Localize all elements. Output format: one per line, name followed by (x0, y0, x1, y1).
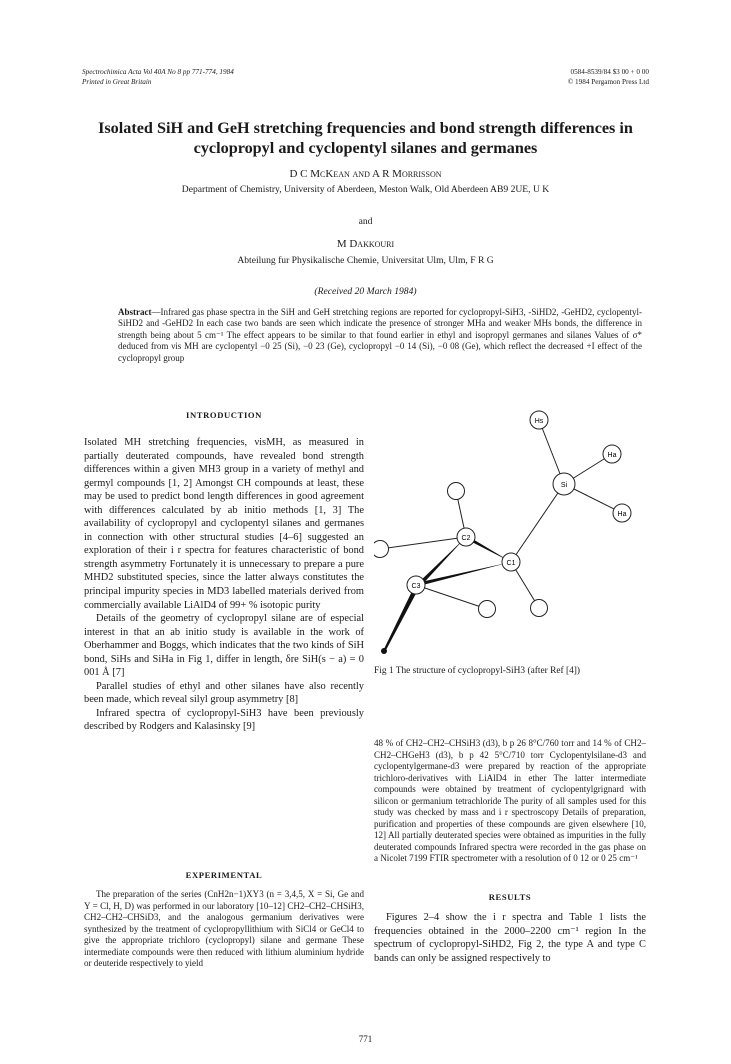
label-c2: C2 (461, 535, 471, 542)
authors-2: M Dakkouri (336, 238, 395, 250)
bond-c3-h-right (416, 585, 487, 609)
page-number: 771 (358, 1034, 373, 1044)
label-c1: C1 (506, 560, 516, 567)
and-separator: and (358, 216, 373, 227)
affiliation-1: Department of Chemistry, University of Aberdeen, Meston Walk, Old Aberdeen AB9 2UE, U K (181, 184, 550, 195)
atom-h-bottom-middle (479, 601, 496, 618)
received-date: (Received 20 March 1984) (314, 286, 417, 297)
section-introduction: INTRODUCTION (186, 410, 262, 420)
authors-1: D C McKean and A R Morrisson (289, 168, 442, 180)
abstract-label: Abstract (118, 307, 152, 317)
bond-c2-h-left (380, 537, 466, 549)
abstract (118, 307, 642, 364)
results-paragraph: Figures 2–4 show the i r spectra and Table 1 lists the frequencies obtained in the 2000–2200 cm⁻¹ region In the spectrum of cyclopropyl-SiHD2, Fig 2, the type A and type C bands can only be assigned respectively to (374, 912, 646, 964)
label-si: Si (560, 482, 568, 489)
atom-h-top (448, 483, 465, 500)
label-hs: Hs (534, 418, 544, 425)
intro-paragraph: Infrared spectra of cyclopropyl-SiH3 have been previously described by Rodgers and Kalasinsky [9] (84, 707, 364, 733)
abstract-text: —Infrared gas phase spectra in the SiH and GeH stretching regions are reported for cyclopropyl-SiH3, -SiHD2, -GeHD2, cyclopentyl-SiHD2 and -GeHD2 In each case two bands are seen which indicate the presence of stronger MHa and weaker MHs bonds, the difference in strength being about 5 cm⁻¹ The effect appears to be similar to that found earlier in ethyl and isopropyl germanes and silanes Values of σ* deduced from νis MH are cyclopentyl −0 25 (Si), −0 23 (Ge), cyclopropyl −0 14 (Si), −0 08 (Ge), which reflect the decreased +I effect of the cyclopropyl group (118, 307, 642, 363)
paper-title: Isolated SiH and GeH stretching frequencies and bond strength differences in cyclopropyl and cyclopentyl silanes and germanes (98, 119, 633, 157)
bond-c3-h-bottom (384, 585, 420, 650)
atom-h-left (374, 541, 389, 558)
section-results: RESULTS (488, 892, 532, 902)
intro-paragraph: Parallel studies of ethyl and other silanes have also recently been made, which reveal silyl group asymmetry [8] (84, 680, 364, 706)
intro-paragraph: Details of the geometry of cyclopropyl silane are of especial interest in that an ab initio study is available in the work of Oberhammer and Boggs, which indicates that the two kinds of SiH bond, SiHs and SiHa in Fig 1, differ in length, δre SiH(s − a) = 0 001 Å [7] (84, 613, 364, 679)
intro-paragraph: Isolated MH stretching frequencies, νisMH, as measured in partially deuterated compounds, have revealed bond strength differences within a given MH3 group in a variety of methyl and germyl compounds [1, 2] Amongst CH compounds at least, these may be used to predict bond length differences in good agreement with differences calculated by ab initio methods [1, 3] The availability of cyclopropyl and cyclopentyl silanes and germanes in connection with other structural studies [4–6] suggested an exploration of their i r spectra for features characteristic of bond strength asymmetry Fortunately it is unnecessary to prepare a pure MHD2 substituted species, since the latter always constitutes the principal impurity species in MD3 labelled materials derived from commercially available LiAlD4 of 99+ % isotopic purity (84, 437, 364, 611)
code-line-1: 0584-8539/84 $3 00 + 0 00 (570, 68, 649, 76)
journal-line-1: Spectrochimica Acta Vol 40A No 8 pp 771-774, 1984 (82, 68, 234, 76)
experimental-continued-text (374, 738, 646, 865)
authors-line-1 (60, 168, 671, 180)
experimental-paragraph: The preparation of the series (CnH2n−1)XY3 (n = 3,4,5, X = Si, Ge and Y = Cl, H, D) was performed in our laboratory [10–12] CH2–CH2–CHSiH3, CH2–CH2–CHSiD3, and the analogous germanium derivatives were synthesized by the treatment of cyclopropyllithium with SiCl4 or GeCl4 to give the appropriate trichloro (cyclopropyl) silane and germane These intermediate compounds were then reduced with lithium aluminium hydride or deuteride respectively to yield (84, 889, 364, 968)
journal-line-2: Printed in Great Britain (82, 78, 152, 86)
journal-header (82, 67, 234, 87)
section-experimental: EXPERIMENTAL (185, 870, 263, 880)
authors-line-2 (60, 238, 671, 250)
experimental-text (84, 889, 364, 970)
figure-caption: Fig 1 The structure of cyclopropyl-SiH3 (after Ref [4]) (374, 666, 581, 676)
atom-h-right (531, 600, 548, 617)
affiliation-2: Abteilung fur Physikalische Chemie, Universitat Ulm, Ulm, F R G (237, 255, 494, 266)
label-c3: C3 (411, 583, 421, 590)
introduction-text (84, 436, 364, 734)
code-header (568, 67, 649, 87)
results-text (374, 911, 646, 965)
code-line-2: © 1984 Pergamon Press Ltd (567, 78, 649, 86)
experimental-continued-paragraph: 48 % of CH2–CH2–CHSiH3 (d3), b p 26 8°C/760 torr and 14 % of CH2–CH2–CHGeH3 (d3), b p 42 5°C/710 torr Cyclopentylsilane-d3 and cyclopentylgermane-d3 were prepared by reaction of the appropriate trichloro-derivatives with LiAlD4 in ether The latter intermediate compounds were obtained by treatment of cyclopentylgrignard with silicon or germanium tetrachloride The purity of all samples used for this study was checked by mass and i r spectroscopy Details of preparation, purification and properties of these compounds are given elsewhere [10, 12] All partially deuterated species were obtained as impurities in the fully deuterated compounds Infrared spectra were recorded in the gas phase on a Nicolet 7199 FTIR spectrometer with a resolution of 0 12 or 0 25 cm⁻¹ (374, 738, 646, 864)
atom-h-bottom-left (381, 648, 387, 654)
label-ha-top: Ha (607, 452, 617, 459)
structure-figure (374, 402, 646, 660)
label-ha-bottom: Ha (617, 511, 627, 518)
bond-si-c1 (511, 484, 564, 562)
